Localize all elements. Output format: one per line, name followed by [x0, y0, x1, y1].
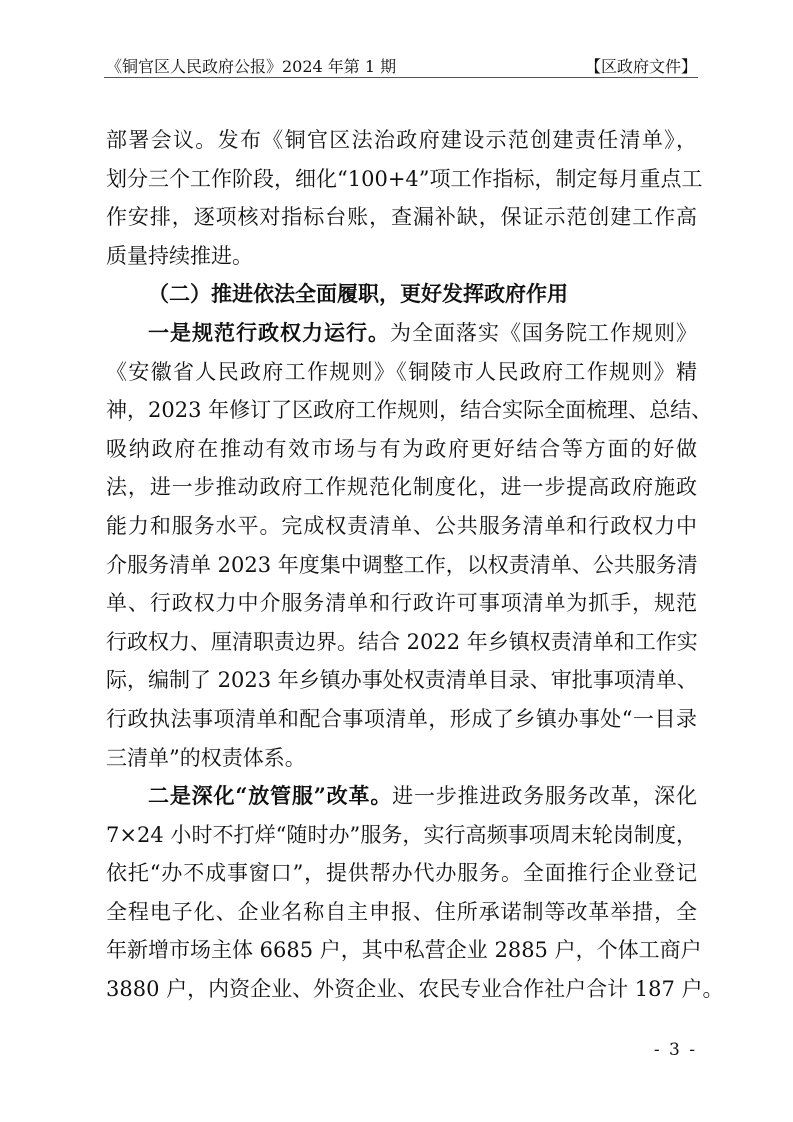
text-line: [106, 661, 697, 700]
text-line: [106, 700, 697, 739]
line-text: 神，2023 年修订了区政府工作规则，结合实际全面梳理、总结、: [106, 398, 713, 423]
bold-lead-phrase: （二）推进依法全面履职，更好发挥政府作用: [148, 281, 568, 307]
line-text: 划分三个工作阶段，细化“100+4”项工作指标，制定每月重点工: [106, 166, 703, 191]
line-text: 全程电子化、企业名称自主申报、住所承诺制等改革举措，全: [106, 899, 697, 924]
text-line: [106, 546, 697, 585]
line-text: 行政权力、厘清职责边界。结合 2022 年乡镇权责清单和工作实: [106, 629, 698, 654]
line-text: 3880 户，内资企业、外资企业、农民专业合作社户合计 187 户。: [106, 977, 724, 1002]
page-number: - 3 -: [653, 1040, 697, 1060]
line-text: 为全面落实《国务院工作规则》: [390, 320, 697, 345]
text-line: [106, 623, 697, 662]
text-line: [106, 430, 697, 469]
text-line: [106, 777, 697, 816]
bold-lead-phrase: 二是深化“放管服”改革。: [148, 783, 393, 809]
line-text: 部署会议。发布《铜官区法治政府建设示范创建责任清单》，: [106, 128, 697, 152]
text-line: [106, 584, 697, 623]
header-rule: [104, 77, 698, 78]
line-text: 法，进一步推动政府工作规范化制度化，进一步提高政府施政: [106, 475, 697, 500]
text-line: [106, 739, 697, 778]
text-line: [106, 854, 697, 893]
text-line: [106, 237, 697, 276]
line-text: 质量持续推进。: [106, 243, 253, 268]
line-text: 吸纳政府在推动有效市场与有为政府更好结合等方面的好做: [106, 436, 697, 461]
running-header: [106, 56, 697, 78]
text-line: [106, 353, 697, 392]
text-line: [106, 970, 724, 1009]
line-text: 年新增市场主体 6685 户，其中私营企业 2885 户，个体工商户: [106, 938, 702, 963]
line-text: 行政执法事项清单和配合事项清单，形成了乡镇办事处“一目录: [106, 706, 697, 731]
line-text: 能力和服务水平。完成权责清单、公共服务清单和行政权力中: [106, 513, 697, 538]
line-text: 单、行政权力中介服务清单和行政许可事项清单为抓手，规范: [106, 591, 697, 616]
line-text: 三清单”的权责体系。: [106, 745, 306, 770]
document-body: [106, 121, 724, 1009]
text-line: [106, 160, 703, 199]
text-line: [106, 507, 697, 546]
line-text: 进一步推进政务服务改革，深化: [392, 784, 697, 809]
header-publication-title: 《铜官区人民政府公报》2024 年第 1 期: [106, 57, 397, 76]
line-text: 作安排，逐项核对指标台账，查漏补缺，保证示范创建工作高: [106, 205, 697, 230]
line-text: 介服务清单 2023 年度集中调整工作，以权责清单、公共服务清: [106, 552, 698, 577]
text-line: [106, 198, 697, 237]
text-line: [106, 931, 702, 970]
text-line: [106, 893, 697, 932]
header-section-label: 【区政府文件】: [584, 57, 697, 76]
line-text: 《安徽省人民政府工作规则》《铜陵市人民政府工作规则》精: [106, 359, 697, 384]
text-line: [106, 468, 697, 507]
text-line: [106, 121, 697, 160]
line-text: 7×24 小时不打烊“随时办”服务，实行高频事项周末轮岗制度，: [106, 822, 697, 847]
bold-lead-phrase: 一是规范行政权力运行。: [148, 319, 390, 345]
text-line: [106, 816, 697, 855]
text-line: [106, 314, 697, 353]
section-heading: [106, 275, 697, 314]
line-text: 依托“办不成事窗口”，提供帮办代办服务。全面推行企业登记: [106, 861, 697, 886]
text-line: [106, 391, 713, 430]
line-text: 际，编制了 2023 年乡镇办事处权责清单目录、审批事项清单、: [106, 668, 698, 693]
